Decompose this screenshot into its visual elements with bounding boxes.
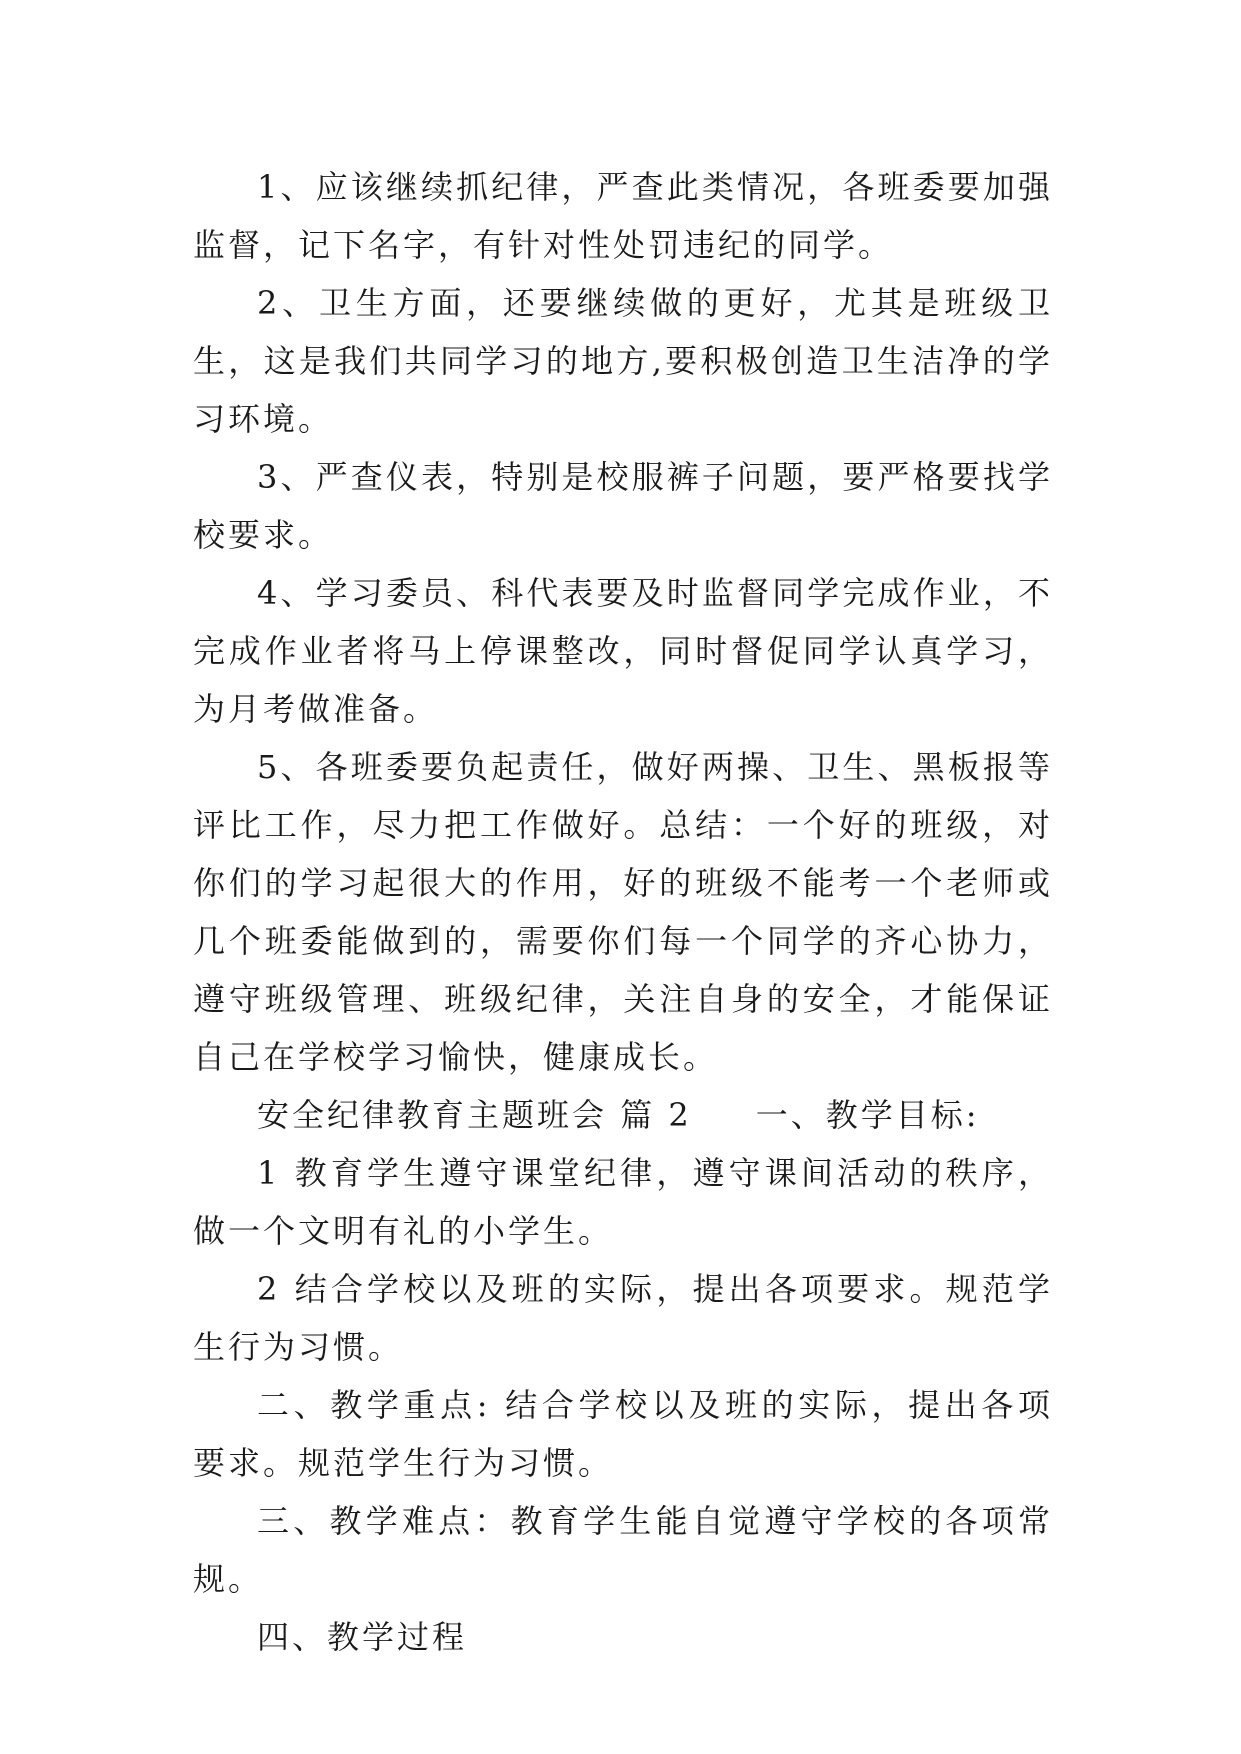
teaching-focus: 二、教学重点: 结合学校以及班的实际，提出各项要求。规范学生行为习惯。: [193, 1386, 1053, 1482]
section-heading-line: [193, 1086, 1053, 1144]
section-title: 安全纪律教育主题班会: [257, 1096, 608, 1134]
section-label: 篇 2: [620, 1096, 692, 1134]
section-first-heading: 一、教学目标:: [755, 1096, 980, 1134]
paragraph-3: 3、严查仪表，特别是校服裤子问题，要严格要找学校要求。: [193, 458, 1053, 554]
teaching-process-heading: 四、教学过程: [257, 1618, 468, 1656]
objective-1: 1 教育学生遵守课堂纪律，遵守课间活动的秩序，做一个文明有礼的小学生。: [193, 1154, 1053, 1250]
paragraph-2: 2、卫生方面，还要继续做的更好，尤其是班级卫生，这是我们共同学习的地方,要积极创造卫生洁净的学习环境。: [193, 284, 1053, 438]
paragraph-1: 1、应该继续抓纪律，严查此类情况，各班委要加强监督，记下名字，有针对性处罚违纪的同学。: [193, 168, 1053, 264]
document-body: [193, 158, 1053, 1666]
paragraph-4: 4、学习委员、科代表要及时监督同学完成作业，不完成作业者将马上停课整改，同时督促同学认真学习，为月考做准备。: [193, 574, 1053, 728]
teaching-difficulty: 三、教学难点：教育学生能自觉遵守学校的各项常规。: [193, 1502, 1053, 1598]
paragraph-5: 5、各班委要负起责任，做好两操、卫生、黑板报等评比工作，尽力把工作做好。总结：一个好的班级，对你们的学习起很大的作用，好的班级不能考一个老师或几个班委能做到的，需要你们每一个同学的齐心协力，遵守班级管理、班级纪律，关注自身的安全，才能保证自己在学校学习愉快，健康成长。: [193, 748, 1053, 1076]
objective-2: 2 结合学校以及班的实际，提出各项要求。规范学生行为习惯。: [193, 1270, 1053, 1366]
